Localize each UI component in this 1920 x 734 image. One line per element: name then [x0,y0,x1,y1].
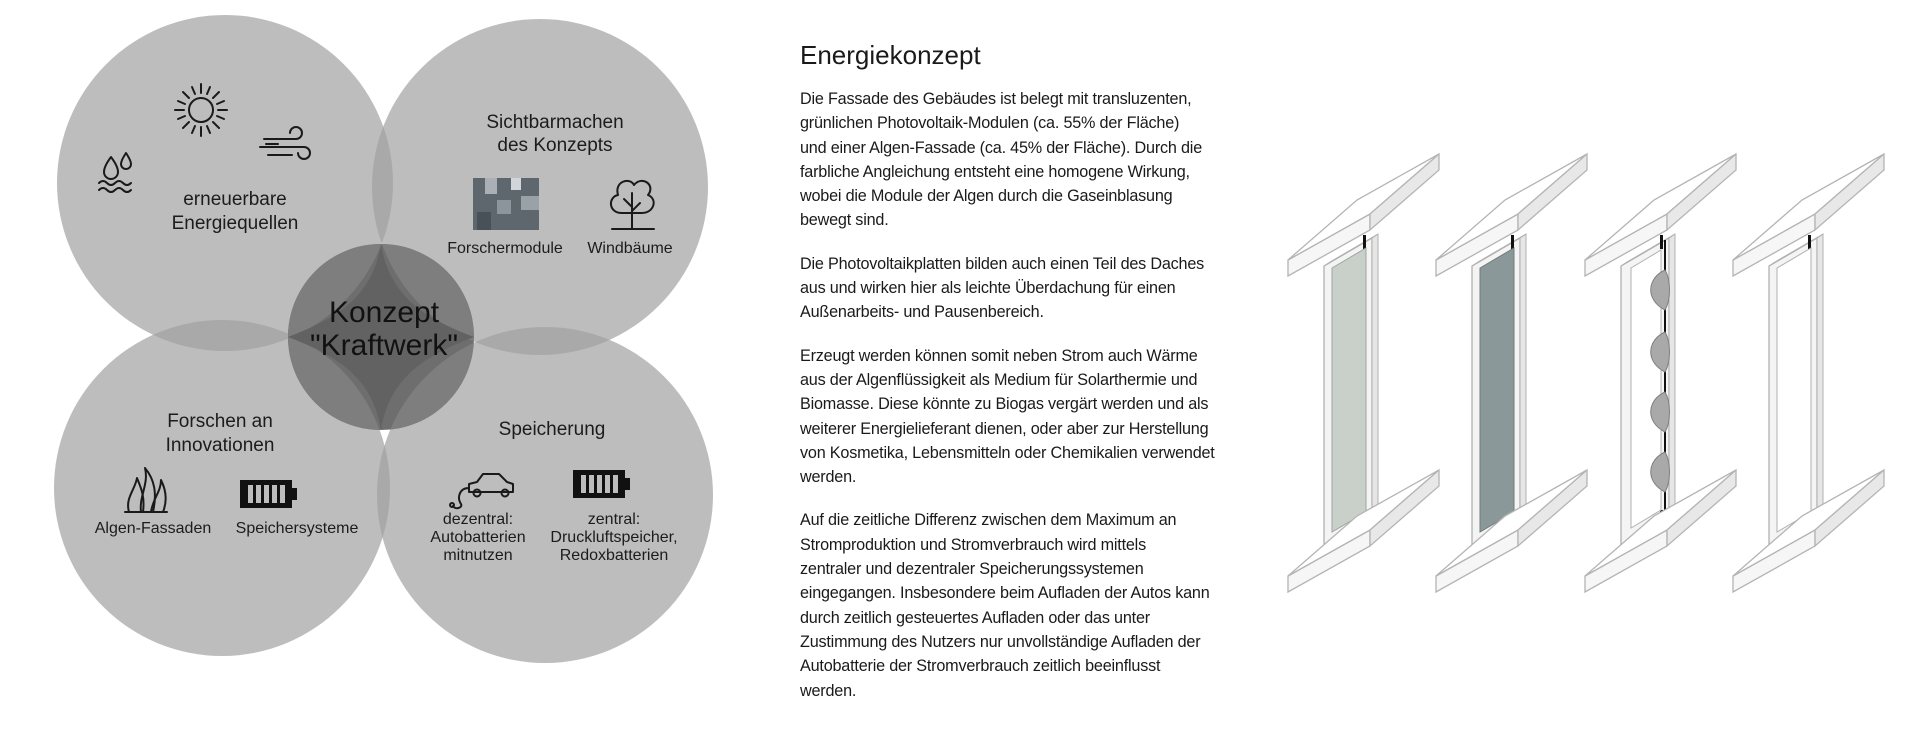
renewable-title-line2: Energiequellen [171,213,299,234]
paragraph-line: und einer Algen-Fassade (ca. 45% der Fläche). Durch die [800,138,1203,157]
paragraph-line: werden. [800,681,857,700]
paragraph-line: Biomasse. Diese könnte zu Biogas vergärt werden und als [800,395,1209,414]
center-title-line2: "Kraftwerk" [310,329,458,362]
paragraph-3 [800,344,1240,490]
paragraphs [800,87,1240,703]
pv-module-light [1288,154,1439,592]
paragraph-line: bewegt sind. [800,211,889,230]
storage-central-line2: Druckluftspeicher, [550,529,678,546]
paragraph-line: Außenarbeits- und Pausenbereich. [800,303,1044,322]
paragraph-line: werden. [800,468,857,487]
storage-central-line3: Redoxbatterien [559,547,669,564]
storage-title: Speicherung [498,419,606,440]
paragraph-1 [800,87,1240,233]
pv-module-dark [1436,154,1587,592]
research-title-line2: Innovationen [165,435,275,456]
renewable-title-line1: erneuerbare [183,189,287,210]
research-item-storage-systems: Speichersysteme [235,520,359,537]
visualization-item-research-modules: Forschermodule [447,240,563,257]
paragraph-line: Erzeugt werden können somit neben Strom auch Wärme [800,346,1198,365]
storage-decentral-line2: Autobatterien [430,529,526,546]
paragraph-line: aus der Algenflüssigkeit als Medium für Solarthermie und [800,370,1198,389]
research-module-icon [473,178,539,230]
visualization-item-wind-trees: Windbäume [587,240,673,257]
storage-decentral-line1: dezentral: [442,511,514,528]
paragraph-line: Die Fassade des Gebäudes ist belegt mit transluzenten, [800,90,1192,108]
empty-frame [1733,154,1884,592]
paragraph-4 [800,508,1240,702]
paragraph-line: durch zeitlich gesteuertes Aufladen oder das unter [800,608,1150,627]
paragraph-line: Auf die zeitliche Differenz zwischen dem Maximum an [800,511,1177,530]
paragraph-line: zentraler und dezentraler Speicherungssystemen [800,560,1144,579]
visualization-title-line1: Sichtbarmachen [486,112,624,133]
paragraph-2 [800,252,1240,325]
paragraph-line: farbliche Angleichung entsteht eine homogene Wirkung, [800,162,1190,181]
paragraph-line: Die Photovoltaikplatten bilden auch einen Teil des Daches [800,254,1205,273]
paragraph-line: Stromproduktion und Stromverbrauch wird mittels [800,535,1146,554]
research-item-algae-facades: Algen-Fassaden [94,520,212,537]
center-title-line1: Konzept [328,296,440,329]
energy-concept-text [800,40,1240,722]
storage-central-line1: zentral: [587,511,641,528]
paragraph-line: grünlichen Photovoltaik-Modulen (ca. 55% der Fläche) [800,114,1180,133]
paragraph-line: wobei die Module der Algen durch die Gaseinblasung [800,187,1173,206]
algae-module [1585,154,1736,592]
paragraph-line: eingegangen. Insbesondere beim Aufladen der Autos kann [800,584,1210,603]
visualization-title-line2: des Konzepts [497,135,613,156]
paragraph-line: Zustimmung des Nutzers nur unvollständige Aufladen der [800,632,1201,651]
paragraph-line: von Kosmetika, Lebensmitteln oder Chemikalien verwendet [800,443,1215,462]
concept-diagram [0,0,740,734]
paragraph-line: Autobatterie der Stromverbrauch zeitlich beeinflusst [800,657,1161,676]
paragraph-line: aus und wirken hier als leichte Überdachung für einen [800,279,1176,298]
paragraph-line: weiterer Energielieferant dienen, oder aber zur Herstellung [800,419,1209,438]
battery-icon [240,480,297,508]
battery-icon [573,470,630,498]
facade-modules-drawing [1280,140,1900,620]
research-title-line1: Forschen an [167,411,273,432]
page-title: Energiekonzept [800,40,981,70]
storage-decentral-line3: mitnutzen [443,547,513,564]
